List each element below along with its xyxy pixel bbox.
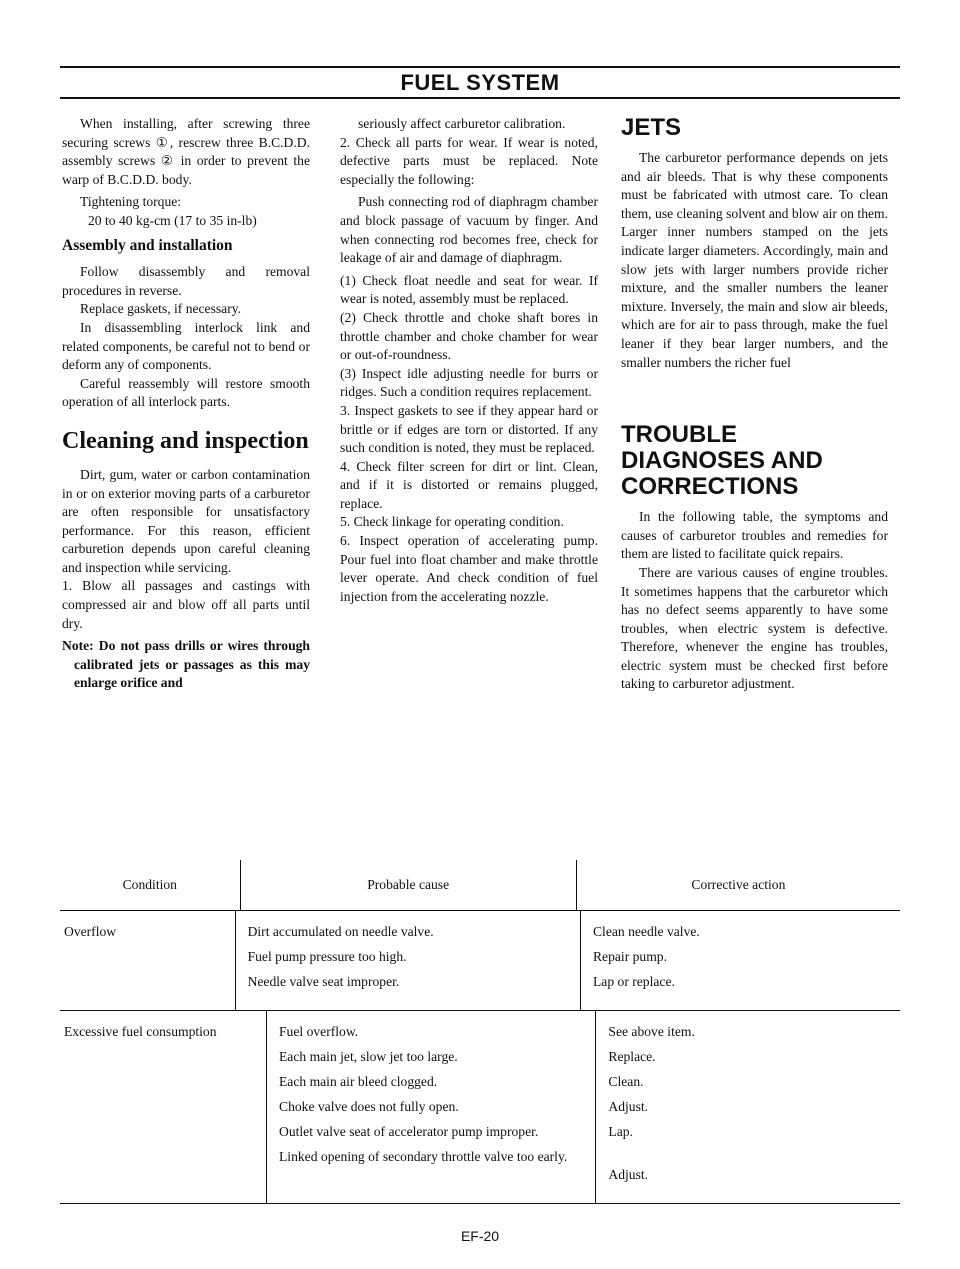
- table-row: [60, 1011, 900, 1204]
- paragraph: The carburetor performance depends on jets and air bleeds. That is why these components must be fabricated with utmost care. To clean them, use cleaning solvent and blow air on them. Larger inner numbers stamped on the jets indicate larger diameters. Accordingly, main and slow jets with larger numbers provide richer mixture, and the smaller numbers the leaner mixture. Inversely, the main and slow air bleeds, which are for air to pass through, make the fuel leaner if they bear larger numbers, and the smaller numbers the richer fuel: [621, 150, 888, 370]
- cause-line: Needle valve seat improper.: [247, 974, 400, 989]
- page-number: EF-20: [460, 1228, 500, 1244]
- action-line: Clean needle valve.: [592, 924, 700, 939]
- cause-cell: [235, 911, 580, 1010]
- cause-line: Dirt accumulated on needle valve.: [247, 924, 434, 939]
- header-probable-cause: Probable cause: [240, 860, 576, 910]
- cleaning-heading: Cleaning and inspection: [62, 427, 309, 454]
- cause-line: Fuel pump pressure too high.: [247, 949, 407, 964]
- cause-line: Each main air bleed clogged.: [279, 1074, 438, 1089]
- action-line: Lap.: [608, 1124, 633, 1139]
- condition-cell: Excessive fuel consumption: [64, 1024, 217, 1039]
- cause-cell: [266, 1011, 595, 1203]
- paragraph: Push connecting rod of diaphragm chamber and block passage of vacuum by finger. And when connecting rod becomes free, check for leakage of air and damage of diaphragm.: [340, 194, 598, 266]
- paragraph: 6. Inspect operation of accelerating pump. Pour fuel into float chamber and make throttle lever operate. And check condition of fuel injection from the accelerating nozzle.: [340, 533, 598, 604]
- action-line: Replace.: [608, 1049, 656, 1064]
- action-cell: [595, 1011, 900, 1203]
- paragraph: 5. Check linkage for operating condition.: [340, 514, 564, 530]
- cause-line: Linked opening of secondary throttle valve too early.: [279, 1149, 568, 1164]
- column-right: [621, 115, 888, 694]
- header-corrective-action: Corrective action: [576, 860, 900, 910]
- column-middle: [340, 115, 598, 606]
- page-header: FUEL SYSTEM: [400, 70, 560, 95]
- paragraph: There are various causes of engine troubles. It sometimes happens that the carburetor which has no defect seems apparently to have some troubles, when electric system is defective. Therefore, whenever the engine has troubles, electric system must be checked first before taking to carburetor adjustment.: [621, 564, 888, 692]
- paragraph: 4. Check filter screen for dirt or lint. Clean, and if it is distorted or remains plugged, replace.: [340, 458, 598, 511]
- jets-heading: JETS: [621, 114, 682, 141]
- trouble-heading: [621, 422, 888, 500]
- paragraph: Dirt, gum, water or carbon contamination in or on exterior moving parts of a carburetor are often responsible for unsatisfactory performance. For this reason, efficient carburetion depends upon careful cleaning and inspection while servicing.: [62, 466, 310, 575]
- paragraph: 3. Inspect gaskets to see if they appear hard or brittle or if edges are torn or distorted. If any such condition is noted, they must be replaced.: [340, 402, 598, 456]
- paragraph: 1. Blow all passages and castings with compressed air and blow off all parts until dry.: [62, 578, 310, 631]
- paragraph: In disassembling interlock link and related components, be careful not to bend or deform any of components.: [62, 319, 310, 373]
- action-line: Adjust.: [608, 1167, 649, 1182]
- column-left: [62, 115, 310, 693]
- action-line: See above item.: [608, 1024, 695, 1039]
- cause-line: Choke valve does not fully open.: [279, 1099, 459, 1114]
- trouble-heading-line: CORRECTIONS: [621, 473, 799, 501]
- trouble-heading-line: DIAGNOSES AND: [621, 447, 823, 475]
- paragraph: (1) Check float needle and seat for wear. If wear is noted, assembly must be replaced.: [340, 272, 598, 307]
- paragraph: Replace gaskets, if necessary.: [80, 301, 242, 317]
- assembly-heading: Assembly and installation: [62, 236, 233, 254]
- cause-line: Fuel overflow.: [279, 1024, 359, 1039]
- trouble-table: [60, 860, 900, 1204]
- cause-line: Each main jet, slow jet too large.: [279, 1049, 458, 1064]
- paragraph: (2) Check throttle and choke shaft bores in throttle chamber and choke chamber for wear or out-of-roundness.: [340, 309, 598, 363]
- cause-line: Outlet valve seat of accelerator pump improper.: [279, 1124, 539, 1139]
- table-row: [60, 911, 900, 1011]
- paragraph: When installing, after screwing three securing screws ①, rescrew three B.C.D.D. assembly screws ② in order to prevent the warp of B.C.D.D. body.: [62, 116, 310, 187]
- paragraph: 2. Check all parts for wear. If wear is noted, defective parts must be replaced. Note especially the following:: [340, 134, 598, 187]
- condition-cell: Overflow: [64, 924, 117, 939]
- trouble-heading-line: TROUBLE: [621, 421, 737, 449]
- header-condition: Condition: [122, 877, 177, 892]
- paragraph: (3) Inspect idle adjusting needle for burrs or ridges. Such a condition requires replacement.: [340, 365, 598, 400]
- paragraph: Follow disassembly and removal procedures in reverse.: [62, 264, 310, 298]
- action-line: Clean.: [608, 1074, 644, 1089]
- action-cell: [580, 911, 900, 1010]
- paragraph: In the following table, the symptoms and causes of carburetor troubles and remedies for them are listed to facilitate quick repairs.: [621, 509, 888, 562]
- paragraph: seriously affect carburetor calibration.: [358, 116, 566, 131]
- header-rule-top: [60, 66, 900, 68]
- torque-value: 20 to 40 kg-cm (17 to 35 in-lb): [88, 212, 257, 228]
- header-rule-bottom: [60, 97, 900, 99]
- note: Note: Do not pass drills or wires through calibrated jets or passages as this may enlarge orifice and: [62, 638, 310, 691]
- action-line: Repair pump.: [592, 949, 667, 964]
- torque-label: Tightening torque:: [80, 194, 182, 210]
- table-header: [60, 860, 900, 911]
- paragraph: Careful reassembly will restore smooth operation of all interlock parts.: [62, 375, 310, 410]
- action-line: Adjust.: [608, 1099, 649, 1114]
- action-line: Lap or replace.: [592, 974, 675, 989]
